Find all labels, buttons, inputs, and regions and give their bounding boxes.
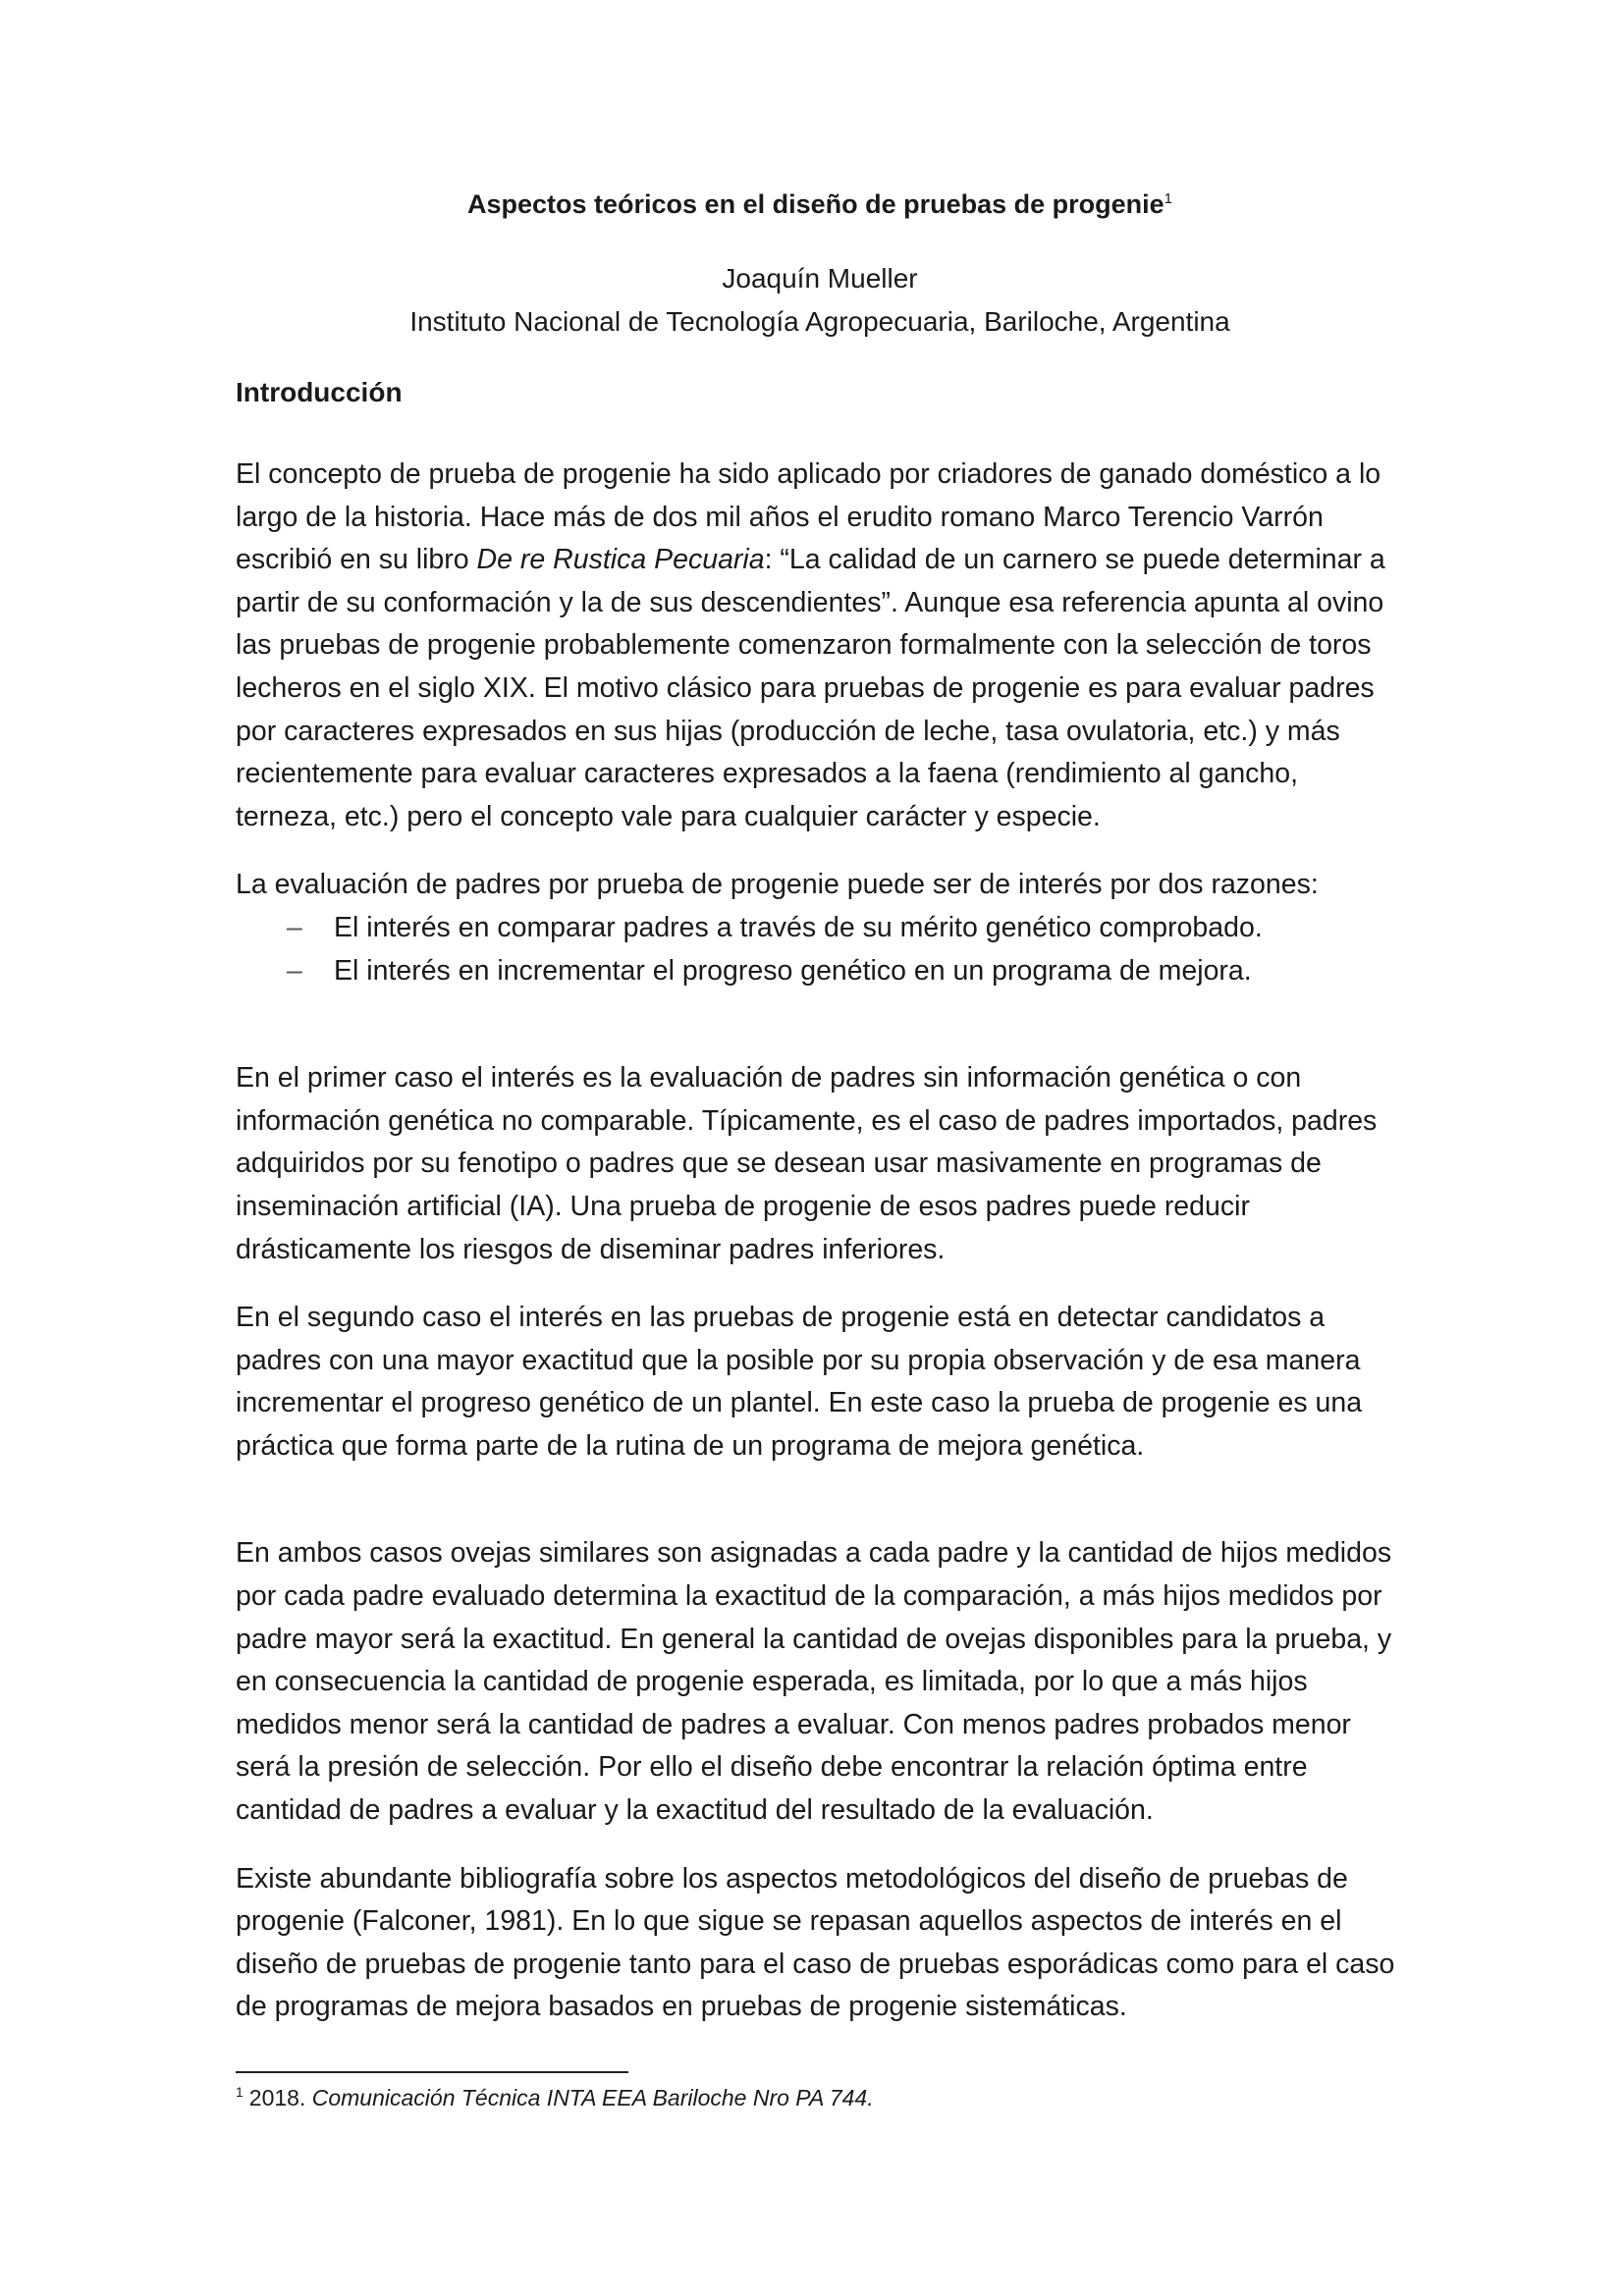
author-name: Joaquín Mueller: [722, 263, 918, 294]
paragraph-4: En el segundo caso el interés en las pruebas de progenie está en detectar candidatos a padres con una mayor exactitud que la posible por su propia observación y de esa manera incrementar el progreso genético de un plantel. En este caso la prueba de progenie es una práctica que forma parte de la rutina de un programa de mejora genética.: [236, 1302, 1363, 1462]
footnote-text: Comunicación Técnica INTA EEA Bariloche Nro PA 744.: [311, 2085, 874, 2110]
dash-marker: –: [287, 954, 302, 987]
reasons-list: [236, 907, 1404, 992]
title-footnote-mark[interactable]: 1: [1164, 190, 1173, 207]
footnote-year: 2018.: [248, 2085, 312, 2110]
paragraph-3: En el primer caso el interés es la evaluación de padres sin información genética o con información genética no comparable. Típicamente, es el caso de padres importados, padres adquiridos por su fenotipo o padres que se desean usar masivamente en programas de inseminación artificial (IA). Una prueba de progenie de esos padres puede reducir drásticamente los riesgos de diseminar padres inferiores.: [236, 1062, 1378, 1265]
footnote: [236, 2081, 874, 2114]
list-item-text: El interés en comparar padres a través de su mérito genético comprobado.: [334, 911, 1263, 943]
paragraph-2: La evaluación de padres por prueba de progenie puede ser de interés por dos razones:: [236, 869, 1319, 901]
book-title: De re Rustica Pecuaria: [476, 544, 765, 576]
paragraph-1-part-a: El concepto de prueba de progenie ha sido aplicado por criadores de ganado doméstico a lo largo de la historia. Hace más de dos mil años el erudito romano Marco Terencio Varrón escribió en su libro: [236, 458, 1381, 576]
paragraph-1-part-b: : “La calidad de un carnero se puede determinar a partir de su conformación y la de sus descendientes”. Aunque esa referencia apunta al ovino las pruebas de progenie probablemente comenzaron formalmente con la selección de toros lecheros en el siglo XIX. El motivo clásico para pruebas de progenie es para evaluar padres por caracteres expresados en sus hijas (producción de leche, tasa ovulatoria, etc.) y más recientemente para evaluar caracteres expresados a la faena (rendimiento al gancho, terneza, etc.) pero el concepto vale para cualquier carácter y especie.: [236, 544, 1385, 832]
paragraph-1: [236, 454, 1404, 838]
author-affiliation: Instituto Nacional de Tecnología Agropecuaria, Bariloche, Argentina: [409, 306, 1230, 337]
section-heading: Introducción: [236, 377, 403, 407]
list-item: [236, 907, 1404, 950]
list-item: [236, 950, 1404, 993]
dash-marker: –: [287, 911, 302, 943]
document-body: [236, 187, 1404, 2029]
title-text: Aspectos teóricos en el diseño de pruebas de progenie: [466, 189, 1164, 219]
footnote-mark: 1: [236, 2084, 244, 2101]
paragraph-5: En ambos casos ovejas similares son asignadas a cada padre y la cantidad de hijos medidos por cada padre evaluado determina la exactitud de la comparación, a más hijos medidos por padre mayor será la exactitud. En general la cantidad de ovejas disponibles para la prueba, y en consecuencia la cantidad de progenie esperada, es limitada, por lo que a más hijos medidos menor será la cantidad de padres a evaluar. Con menos padres probados menor será la presión de selección. Por ello el diseño debe encontrar la relación óptima entre cantidad de padres a evaluar y la exactitud del resultado de la evaluación.: [236, 1537, 1392, 1827]
list-item-text: El interés en incrementar el progreso genético en un programa de mejora.: [334, 954, 1252, 987]
footnote-divider: [236, 2071, 628, 2073]
document-title: [236, 187, 1404, 222]
paragraph-6: Existe abundante bibliografía sobre los aspectos metodológicos del diseño de pruebas de progenie (Falconer, 1981). En lo que sigue se repasan aquellos aspectos de interés en el diseño de pruebas de progenie tanto para el caso de pruebas esporádicas como para el caso de programas de mejora basados en pruebas de progenie sistemáticas.: [236, 1862, 1395, 2023]
